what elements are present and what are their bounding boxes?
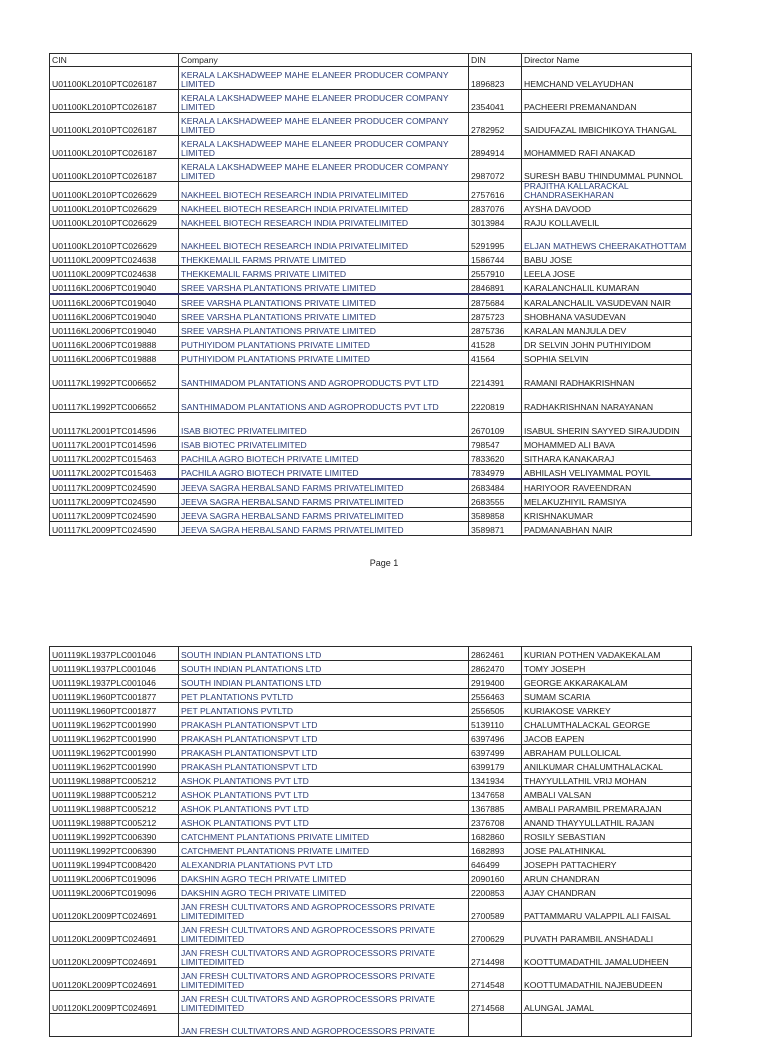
director-name-cell: MOHAMMED RAFI ANAKAD [522,136,692,159]
table-row [50,899,692,922]
cin-cell: U01100KL2010PTC026629 [50,201,179,215]
din-cell: 2557910 [469,266,522,280]
cin-cell: U01117KL2009PTC024590 [50,494,179,508]
table-row [50,829,692,843]
table-row [50,67,692,90]
din-cell: 2090160 [469,871,522,885]
director-name-cell: KARALANCHALIL KUMARAN [522,280,692,295]
cin-cell: U01116KL2006PTC019040 [50,294,179,309]
din-cell: 2846891 [469,280,522,295]
director-name-cell: THAYYULLATHIL VRIJ MOHAN [522,773,692,787]
header-cin: CIN [50,54,179,67]
din-cell: 1347658 [469,787,522,801]
din-cell: 2220819 [469,389,522,413]
director-name-cell: PUVATH PARAMBIL ANSHADALI [522,922,692,945]
director-name-cell: KOOTTUMADATHIL JAMALUDHEEN [522,945,692,968]
director-name-cell: LEELA JOSE [522,266,692,280]
cin-cell: U01100KL2010PTC026187 [50,113,179,136]
director-name-cell: ANILKUMAR CHALUMTHALACKAL [522,759,692,773]
director-name-cell: SAIDUFAZAL IMBICHIKOYA THANGAL [522,113,692,136]
din-cell: 2376708 [469,815,522,829]
company-cell: JAN FRESH CULTIVATORS AND AGROPROCESSORS PRIVATE LIMITEDIMITED [179,968,469,991]
table-row [50,309,692,323]
director-name-cell: RAJU KOLLAVELIL [522,215,692,229]
director-name-cell: CHALUMTHALACKAL GEORGE [522,717,692,731]
company-cell: JEEVA SAGRA HERBALSAND FARMS PRIVATELIMITED [179,494,469,508]
table-row [50,389,692,413]
table-row [50,294,692,309]
din-cell: 6399179 [469,759,522,773]
cin-cell: U01117KL2002PTC015463 [50,451,179,465]
cin-cell: U01119KL1988PTC005212 [50,787,179,801]
director-name-cell: KURIAKOSE VARKEY [522,703,692,717]
din-cell: 2670109 [469,413,522,437]
table-row [50,182,692,201]
din-cell: 1682860 [469,829,522,843]
director-name-cell: KURIAN POTHEN VADAKEKALAM [522,647,692,661]
director-name-cell: SHOBHANA VASUDEVAN [522,309,692,323]
din-cell: 2875723 [469,309,522,323]
table-row [50,1014,692,1037]
cin-cell: U01119KL1988PTC005212 [50,801,179,815]
table-row [50,201,692,215]
din-cell: 2837076 [469,201,522,215]
cin-cell: U01100KL2010PTC026629 [50,229,179,252]
table-row [50,252,692,266]
din-cell: 1367885 [469,801,522,815]
din-cell: 2700629 [469,922,522,945]
din-cell: 2556505 [469,703,522,717]
cin-cell: U01119KL1992PTC006390 [50,829,179,843]
din-cell: 2714548 [469,968,522,991]
director-name-cell: ABRAHAM PULLOLICAL [522,745,692,759]
table-row [50,773,692,787]
company-cell: NAKHEEL BIOTECH RESEARCH INDIA PRIVATELIMITED [179,215,469,229]
cin-cell: U01100KL2010PTC026187 [50,159,179,182]
cin-cell: U01117KL1992PTC006652 [50,389,179,413]
company-cell: THEKKEMALIL FARMS PRIVATE LIMITED [179,252,469,266]
din-cell: 3589858 [469,508,522,522]
cin-cell: U01117KL2009PTC024590 [50,522,179,536]
company-cell: CATCHMENT PLANTATIONS PRIVATE LIMITED [179,829,469,843]
director-name-cell: PATTAMMARU VALAPPIL ALI FAISAL [522,899,692,922]
company-cell: ISAB BIOTEC PRIVATELIMITED [179,413,469,437]
cin-cell: U01119KL2006PTC019096 [50,885,179,899]
cin-cell: U01120KL2009PTC024691 [50,968,179,991]
company-cell: KERALA LAKSHADWEEP MAHE ELANEER PRODUCER COMPANY LIMITED [179,136,469,159]
header-din: DIN [469,54,522,67]
din-cell: 2862461 [469,647,522,661]
company-cell: PUTHIYIDOM PLANTATIONS PRIVATE LIMITED [179,351,469,365]
company-cell: PRAKASH PLANTATIONSPVT LTD [179,745,469,759]
table-row [50,815,692,829]
cin-cell: U01117KL1992PTC006652 [50,365,179,389]
company-cell: SOUTH INDIAN PLANTATIONS LTD [179,675,469,689]
table-row [50,843,692,857]
company-cell: PET PLANTATIONS PVTLTD [179,689,469,703]
din-cell: 646499 [469,857,522,871]
director-name-cell [522,1014,692,1037]
table-header-row [50,54,692,67]
director-name-cell: SURESH BABU THINDUMMAL PUNNOL [522,159,692,182]
company-cell: KERALA LAKSHADWEEP MAHE ELANEER PRODUCER COMPANY LIMITED [179,67,469,90]
cin-cell: U01119KL1937PLC001046 [50,661,179,675]
din-cell: 2200853 [469,885,522,899]
company-cell: PUTHIYIDOM PLANTATIONS PRIVATE LIMITED [179,337,469,351]
company-cell: ISAB BIOTEC PRIVATELIMITED [179,437,469,451]
cin-cell: U01119KL1962PTC001990 [50,759,179,773]
director-name-cell: HARIYOOR RAVEENDRAN [522,479,692,494]
table-row [50,508,692,522]
director-name-cell: PACHEERI PREMANANDAN [522,90,692,113]
din-cell: 2683555 [469,494,522,508]
company-cell: PET PLANTATIONS PVTLTD [179,703,469,717]
table-row [50,437,692,451]
director-name-cell: SUMAM SCARIA [522,689,692,703]
cin-cell: U01120KL2009PTC024691 [50,922,179,945]
table-row [50,885,692,899]
table-row [50,229,692,252]
cin-cell: U01119KL1937PLC001046 [50,647,179,661]
din-cell: 798547 [469,437,522,451]
table-row [50,703,692,717]
company-cell: ASHOK PLANTATIONS PVT LTD [179,801,469,815]
cin-cell: U01100KL2010PTC026187 [50,67,179,90]
company-cell: JAN FRESH CULTIVATORS AND AGROPROCESSORS PRIVATE LIMITEDIMITED [179,945,469,968]
din-cell: 2214391 [469,365,522,389]
cin-cell: U01110KL2009PTC024638 [50,266,179,280]
cin-cell: U01120KL2009PTC024691 [50,899,179,922]
cin-cell: U01116KL2006PTC019888 [50,337,179,351]
director-name-cell: DR SELVIN JOHN PUTHIYIDOM [522,337,692,351]
cin-cell: U01117KL2002PTC015463 [50,465,179,480]
company-cell: SREE VARSHA PLANTATIONS PRIVATE LIMITED [179,323,469,337]
director-name-cell: PADMANABHAN NAIR [522,522,692,536]
director-name-cell: AMBALI PARAMBIL PREMARAJAN [522,801,692,815]
din-cell: 1682893 [469,843,522,857]
table-row [50,337,692,351]
din-cell: 1341934 [469,773,522,787]
director-name-cell: ALUNGAL JAMAL [522,991,692,1014]
cin-cell: U01119KL1962PTC001990 [50,745,179,759]
director-name-cell: SITHARA KANAKARAJ [522,451,692,465]
table-row [50,945,692,968]
company-cell: SREE VARSHA PLANTATIONS PRIVATE LIMITED [179,294,469,309]
din-cell: 2700589 [469,899,522,922]
company-cell: JAN FRESH CULTIVATORS AND AGROPROCESSORS PRIVATE LIMITEDIMITED [179,899,469,922]
cin-cell: U01120KL2009PTC024691 [50,945,179,968]
page-number-label: Page 1 [369,558,399,568]
din-cell: 7833620 [469,451,522,465]
table-row [50,801,692,815]
company-cell: NAKHEEL BIOTECH RESEARCH INDIA PRIVATELIMITED [179,229,469,252]
table-row [50,136,692,159]
director-name-cell: KARALAN MANJULA DEV [522,323,692,337]
din-cell: 2556463 [469,689,522,703]
company-cell: PACHILA AGRO BIOTECH PRIVATE LIMITED [179,465,469,480]
table-row [50,451,692,465]
table-row [50,857,692,871]
table-row [50,494,692,508]
header-director-name: Director Name [522,54,692,67]
director-name-cell: JOSE PALATHINKAL [522,843,692,857]
director-name-cell: RADHAKRISHNAN NARAYANAN [522,389,692,413]
table-row [50,968,692,991]
table-row [50,323,692,337]
cin-cell: U01100KL2010PTC026187 [50,90,179,113]
company-cell: SREE VARSHA PLANTATIONS PRIVATE LIMITED [179,309,469,323]
director-name-cell: ANAND THAYYULLATHIL RAJAN [522,815,692,829]
din-cell: 2757616 [469,182,522,201]
company-cell: PRAKASH PLANTATIONSPVT LTD [179,717,469,731]
cin-cell: U01100KL2010PTC026629 [50,215,179,229]
director-name-cell: ARUN CHANDRAN [522,871,692,885]
table-row [50,647,692,661]
director-name-cell: KRISHNAKUMAR [522,508,692,522]
din-cell: 1896823 [469,67,522,90]
table-row [50,689,692,703]
din-cell: 2919400 [469,675,522,689]
director-name-cell: GEORGE AKKARAKALAM [522,675,692,689]
cin-cell: U01119KL1937PLC001046 [50,675,179,689]
company-cell: NAKHEEL BIOTECH RESEARCH INDIA PRIVATELIMITED [179,182,469,201]
company-cell: PACHILA AGRO BIOTECH PRIVATE LIMITED [179,451,469,465]
din-cell: 1586744 [469,252,522,266]
company-cell: SANTHIMADOM PLANTATIONS AND AGROPRODUCTS PVT LTD [179,389,469,413]
table-row [50,90,692,113]
table-row [50,465,692,480]
table-row [50,479,692,494]
director-name-cell: ELJAN MATHEWS CHEERAKATHOTTAM [522,229,692,252]
din-cell [469,1014,522,1037]
cin-cell: U01119KL1962PTC001990 [50,717,179,731]
director-name-cell: AMBALI VALSAN [522,787,692,801]
cin-cell: U01119KL1960PTC001877 [50,689,179,703]
table-row [50,351,692,365]
cin-cell: U01116KL2006PTC019040 [50,309,179,323]
din-cell: 5139110 [469,717,522,731]
cin-cell: U01116KL2006PTC019040 [50,323,179,337]
cin-cell: U01117KL2001PTC014596 [50,437,179,451]
din-cell: 2987072 [469,159,522,182]
cin-cell: U01119KL1994PTC008420 [50,857,179,871]
table-row [50,159,692,182]
table-row [50,113,692,136]
company-cell: JEEVA SAGRA HERBALSAND FARMS PRIVATELIMITED [179,508,469,522]
company-cell: KERALA LAKSHADWEEP MAHE ELANEER PRODUCER COMPANY LIMITED [179,90,469,113]
company-cell: KERALA LAKSHADWEEP MAHE ELANEER PRODUCER COMPANY LIMITED [179,113,469,136]
cin-cell: U01119KL1992PTC006390 [50,843,179,857]
directors-table-page2 [49,646,692,1037]
din-cell: 6397496 [469,731,522,745]
table-row [50,266,692,280]
table-row [50,745,692,759]
director-name-cell: BABU JOSE [522,252,692,266]
director-name-cell: JOSEPH PATTACHERY [522,857,692,871]
cin-cell: U01116KL2006PTC019888 [50,351,179,365]
director-name-cell: JACOB EAPEN [522,731,692,745]
company-cell: SREE VARSHA PLANTATIONS PRIVATE LIMITED [179,280,469,295]
table-row [50,215,692,229]
cin-cell: U01119KL1988PTC005212 [50,773,179,787]
din-cell: 3589871 [469,522,522,536]
company-cell: JEEVA SAGRA HERBALSAND FARMS PRIVATELIMITED [179,522,469,536]
din-cell: 2714568 [469,991,522,1014]
cin-cell: U01119KL1962PTC001990 [50,731,179,745]
cin-cell [50,1014,179,1037]
din-cell: 41528 [469,337,522,351]
table-row [50,661,692,675]
company-cell: JAN FRESH CULTIVATORS AND AGROPROCESSORS PRIVATE [179,1014,469,1037]
director-name-cell: HEMCHAND VELAYUDHAN [522,67,692,90]
cin-cell: U01119KL1960PTC001877 [50,703,179,717]
company-cell: JAN FRESH CULTIVATORS AND AGROPROCESSORS PRIVATE LIMITEDIMITED [179,922,469,945]
header-company: Company [179,54,469,67]
company-cell: SOUTH INDIAN PLANTATIONS LTD [179,661,469,675]
din-cell: 2354041 [469,90,522,113]
din-cell: 2782952 [469,113,522,136]
din-cell: 2714498 [469,945,522,968]
din-cell: 6397499 [469,745,522,759]
director-name-cell: ISABUL SHERIN SAYYED SIRAJUDDIN [522,413,692,437]
director-name-cell: ABHILASH VELIYAMMAL POYIL [522,465,692,480]
company-cell: SOUTH INDIAN PLANTATIONS LTD [179,647,469,661]
cin-cell: U01100KL2010PTC026629 [50,182,179,201]
table-row [50,717,692,731]
director-name-cell: KOOTTUMADATHIL NAJEBUDEEN [522,968,692,991]
company-cell: JEEVA SAGRA HERBALSAND FARMS PRIVATELIMITED [179,479,469,494]
director-name-cell: AYSHA DAVOOD [522,201,692,215]
company-cell: PRAKASH PLANTATIONSPVT LTD [179,759,469,773]
company-cell: DAKSHIN AGRO TECH PRIVATE LIMITED [179,871,469,885]
director-name-cell: PRAJITHA KALLARACKAL CHANDRASEKHARAN [522,182,692,201]
table-row [50,280,692,295]
director-name-cell: AJAY CHANDRAN [522,885,692,899]
directors-table-page1 [49,53,692,536]
company-cell: CATCHMENT PLANTATIONS PRIVATE LIMITED [179,843,469,857]
table-row [50,871,692,885]
din-cell: 2875736 [469,323,522,337]
company-cell: ASHOK PLANTATIONS PVT LTD [179,773,469,787]
din-cell: 5291995 [469,229,522,252]
cin-cell: U01100KL2010PTC026187 [50,136,179,159]
company-cell: ASHOK PLANTATIONS PVT LTD [179,815,469,829]
din-cell: 7834979 [469,465,522,480]
company-cell: DAKSHIN AGRO TECH PRIVATE LIMITED [179,885,469,899]
company-cell: ALEXANDRIA PLANTATIONS PVT LTD [179,857,469,871]
cin-cell: U01110KL2009PTC024638 [50,252,179,266]
cin-cell: U01117KL2009PTC024590 [50,479,179,494]
company-cell: ASHOK PLANTATIONS PVT LTD [179,787,469,801]
table-row [50,922,692,945]
table-row [50,413,692,437]
table-row [50,991,692,1014]
company-cell: NAKHEEL BIOTECH RESEARCH INDIA PRIVATELIMITED [179,201,469,215]
company-cell: SANTHIMADOM PLANTATIONS AND AGROPRODUCTS PVT LTD [179,365,469,389]
din-cell: 3013984 [469,215,522,229]
table-row [50,675,692,689]
director-name-cell: KARALANCHALIL VASUDEVAN NAIR [522,294,692,309]
table-row [50,731,692,745]
company-cell: KERALA LAKSHADWEEP MAHE ELANEER PRODUCER COMPANY LIMITED [179,159,469,182]
cin-cell: U01120KL2009PTC024691 [50,991,179,1014]
director-name-cell: MELAKUZHIYIL RAMSIYA [522,494,692,508]
cin-cell: U01119KL1988PTC005212 [50,815,179,829]
din-cell: 2683484 [469,479,522,494]
cin-cell: U01119KL2006PTC019096 [50,871,179,885]
cin-cell: U01117KL2001PTC014596 [50,413,179,437]
company-cell: THEKKEMALIL FARMS PRIVATE LIMITED [179,266,469,280]
cin-cell: U01117KL2009PTC024590 [50,508,179,522]
director-name-cell: MOHAMMED ALI BAVA [522,437,692,451]
director-name-cell: SOPHIA SELVIN [522,351,692,365]
company-cell: PRAKASH PLANTATIONSPVT LTD [179,731,469,745]
din-cell: 2894914 [469,136,522,159]
din-cell: 41564 [469,351,522,365]
director-name-cell: TOMY JOSEPH [522,661,692,675]
cin-cell: U01116KL2006PTC019040 [50,280,179,295]
table-row [50,787,692,801]
company-cell: JAN FRESH CULTIVATORS AND AGROPROCESSORS PRIVATE LIMITEDIMITED [179,991,469,1014]
table-row [50,759,692,773]
director-name-cell: RAMANI RADHAKRISHNAN [522,365,692,389]
table-row [50,365,692,389]
table-row [50,522,692,536]
director-name-cell: ROSILY SEBASTIAN [522,829,692,843]
din-cell: 2875684 [469,294,522,309]
din-cell: 2862470 [469,661,522,675]
